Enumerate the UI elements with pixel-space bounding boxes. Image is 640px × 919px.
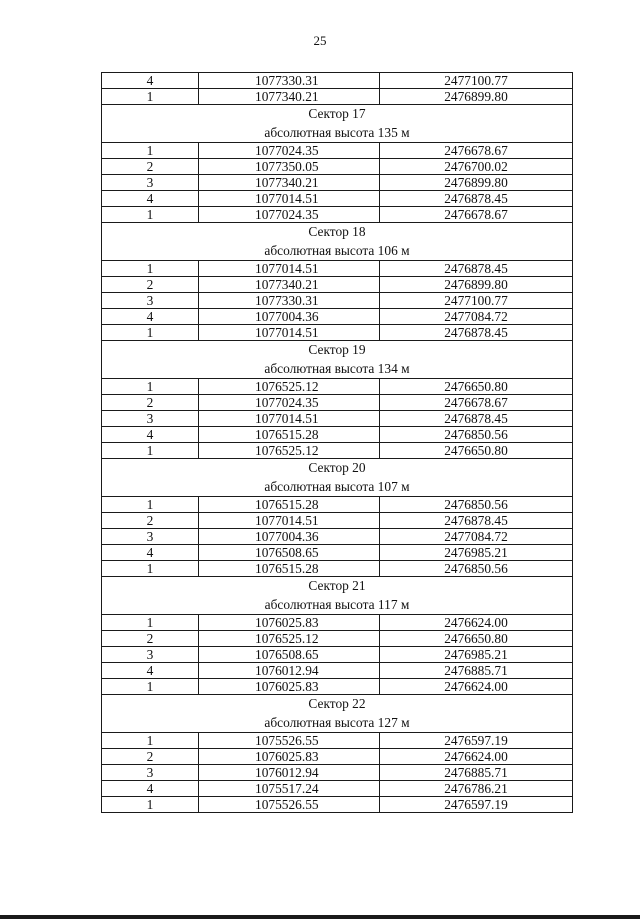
y-coordinate: 2476678.67: [380, 395, 573, 411]
sector-header-row: [102, 341, 573, 379]
x-coordinate: 1077014.51: [199, 191, 380, 207]
x-coordinate: 1077014.51: [199, 513, 380, 529]
x-coordinate: 1077014.51: [199, 325, 380, 341]
point-number: 4: [102, 545, 199, 561]
point-number: 1: [102, 143, 199, 159]
scan-bottom-edge: [0, 915, 640, 919]
y-coordinate: 2477100.77: [380, 293, 573, 309]
y-coordinate: 2476878.45: [380, 513, 573, 529]
x-coordinate: 1076012.94: [199, 765, 380, 781]
point-number: 1: [102, 261, 199, 277]
table-row: [102, 561, 573, 577]
point-number: 3: [102, 293, 199, 309]
table-row: [102, 395, 573, 411]
sector-header: [102, 223, 573, 261]
y-coordinate: 2476899.80: [380, 277, 573, 293]
y-coordinate: 2476985.21: [380, 647, 573, 663]
x-coordinate: 1076525.12: [199, 631, 380, 647]
sector-title: Сектор 20: [308, 460, 366, 475]
point-number: 1: [102, 615, 199, 631]
point-number: 2: [102, 395, 199, 411]
x-coordinate: 1076025.83: [199, 679, 380, 695]
x-coordinate: 1076515.28: [199, 497, 380, 513]
table-row: [102, 733, 573, 749]
x-coordinate: 1077004.36: [199, 529, 380, 545]
table-row: [102, 663, 573, 679]
point-number: 3: [102, 765, 199, 781]
y-coordinate: 2476624.00: [380, 749, 573, 765]
point-number: 4: [102, 781, 199, 797]
sector-title: Сектор 22: [308, 696, 366, 711]
sector-title: Сектор 17: [308, 106, 366, 121]
x-coordinate: 1076012.94: [199, 663, 380, 679]
y-coordinate: 2477084.72: [380, 309, 573, 325]
point-number: 1: [102, 679, 199, 695]
x-coordinate: 1075526.55: [199, 733, 380, 749]
table-row: [102, 749, 573, 765]
sector-header: [102, 341, 573, 379]
table-row: [102, 497, 573, 513]
x-coordinate: 1077024.35: [199, 143, 380, 159]
sector-header-row: [102, 459, 573, 497]
x-coordinate: 1077340.21: [199, 175, 380, 191]
y-coordinate: 2476878.45: [380, 191, 573, 207]
x-coordinate: 1077340.21: [199, 89, 380, 105]
x-coordinate: 1077350.05: [199, 159, 380, 175]
sector-height: абсолютная высота 107 м: [264, 478, 410, 494]
point-number: 1: [102, 497, 199, 513]
x-coordinate: 1076025.83: [199, 749, 380, 765]
coordinates-table: [101, 72, 573, 813]
point-number: 4: [102, 663, 199, 679]
table-row: [102, 261, 573, 277]
x-coordinate: 1077340.21: [199, 277, 380, 293]
x-coordinate: 1076525.12: [199, 443, 380, 459]
y-coordinate: 2476650.80: [380, 379, 573, 395]
y-coordinate: 2476624.00: [380, 615, 573, 631]
x-coordinate: 1076515.28: [199, 427, 380, 443]
point-number: 1: [102, 207, 199, 223]
point-number: 3: [102, 529, 199, 545]
point-number: 2: [102, 631, 199, 647]
sector-header: [102, 459, 573, 497]
y-coordinate: 2476878.45: [380, 261, 573, 277]
y-coordinate: 2476786.21: [380, 781, 573, 797]
point-number: 2: [102, 749, 199, 765]
sector-header-row: [102, 695, 573, 733]
x-coordinate: 1077014.51: [199, 411, 380, 427]
table-row: [102, 781, 573, 797]
y-coordinate: 2476624.00: [380, 679, 573, 695]
y-coordinate: 2476878.45: [380, 411, 573, 427]
point-number: 1: [102, 733, 199, 749]
y-coordinate: 2476899.80: [380, 175, 573, 191]
y-coordinate: 2476850.56: [380, 427, 573, 443]
x-coordinate: 1076508.65: [199, 647, 380, 663]
point-number: 4: [102, 427, 199, 443]
point-number: 1: [102, 379, 199, 395]
y-coordinate: 2476885.71: [380, 765, 573, 781]
y-coordinate: 2477100.77: [380, 73, 573, 89]
table-row: [102, 143, 573, 159]
sector-height: абсолютная высота 134 м: [264, 360, 410, 376]
table-row: [102, 309, 573, 325]
y-coordinate: 2476850.56: [380, 497, 573, 513]
sector-title: Сектор 21: [308, 578, 366, 593]
y-coordinate: 2476678.67: [380, 207, 573, 223]
y-coordinate: 2476650.80: [380, 631, 573, 647]
y-coordinate: 2476597.19: [380, 733, 573, 749]
coordinates-table-body: [102, 73, 573, 813]
sector-header-row: [102, 223, 573, 261]
sector-header-row: [102, 105, 573, 143]
table-row: [102, 545, 573, 561]
x-coordinate: 1077004.36: [199, 309, 380, 325]
table-row: [102, 73, 573, 89]
table-row: [102, 529, 573, 545]
sector-header: [102, 577, 573, 615]
x-coordinate: 1077014.51: [199, 261, 380, 277]
table-row: [102, 325, 573, 341]
table-row: [102, 379, 573, 395]
table-row: [102, 175, 573, 191]
y-coordinate: 2476878.45: [380, 325, 573, 341]
table-row: [102, 191, 573, 207]
point-number: 1: [102, 797, 199, 813]
point-number: 3: [102, 647, 199, 663]
sector-height: абсолютная высота 106 м: [264, 242, 410, 258]
y-coordinate: 2477084.72: [380, 529, 573, 545]
x-coordinate: 1076025.83: [199, 615, 380, 631]
sector-header-row: [102, 577, 573, 615]
table-row: [102, 647, 573, 663]
x-coordinate: 1075517.24: [199, 781, 380, 797]
y-coordinate: 2476985.21: [380, 545, 573, 561]
point-number: 4: [102, 309, 199, 325]
table-row: [102, 159, 573, 175]
y-coordinate: 2476700.02: [380, 159, 573, 175]
table-row: [102, 427, 573, 443]
table-row: [102, 89, 573, 105]
sector-height: абсолютная высота 127 м: [264, 714, 410, 730]
page-number: 25: [313, 33, 327, 48]
x-coordinate: 1076525.12: [199, 379, 380, 395]
table-row: [102, 207, 573, 223]
point-number: 2: [102, 513, 199, 529]
sector-height: абсолютная высота 135 м: [264, 124, 410, 140]
table-row: [102, 797, 573, 813]
table-row: [102, 411, 573, 427]
y-coordinate: 2476885.71: [380, 663, 573, 679]
y-coordinate: 2476850.56: [380, 561, 573, 577]
y-coordinate: 2476597.19: [380, 797, 573, 813]
table-row: [102, 631, 573, 647]
y-coordinate: 2476899.80: [380, 89, 573, 105]
x-coordinate: 1077024.35: [199, 207, 380, 223]
table-row: [102, 679, 573, 695]
sector-title: Сектор 18: [308, 224, 366, 239]
x-coordinate: 1077024.35: [199, 395, 380, 411]
table-row: [102, 443, 573, 459]
table-row: [102, 293, 573, 309]
y-coordinate: 2476678.67: [380, 143, 573, 159]
point-number: 1: [102, 443, 199, 459]
point-number: 2: [102, 159, 199, 175]
sector-header: [102, 695, 573, 733]
point-number: 3: [102, 411, 199, 427]
table-row: [102, 765, 573, 781]
x-coordinate: 1077330.31: [199, 293, 380, 309]
x-coordinate: 1076515.28: [199, 561, 380, 577]
table-row: [102, 277, 573, 293]
point-number: 4: [102, 73, 199, 89]
point-number: 1: [102, 561, 199, 577]
table-row: [102, 615, 573, 631]
sector-header: [102, 105, 573, 143]
point-number: 1: [102, 325, 199, 341]
point-number: 4: [102, 191, 199, 207]
x-coordinate: 1075526.55: [199, 797, 380, 813]
point-number: 3: [102, 175, 199, 191]
y-coordinate: 2476650.80: [380, 443, 573, 459]
point-number: 1: [102, 89, 199, 105]
sector-height: абсолютная высота 117 м: [264, 596, 410, 612]
x-coordinate: 1076508.65: [199, 545, 380, 561]
sector-title: Сектор 19: [308, 342, 366, 357]
x-coordinate: 1077330.31: [199, 73, 380, 89]
table-row: [102, 513, 573, 529]
point-number: 2: [102, 277, 199, 293]
